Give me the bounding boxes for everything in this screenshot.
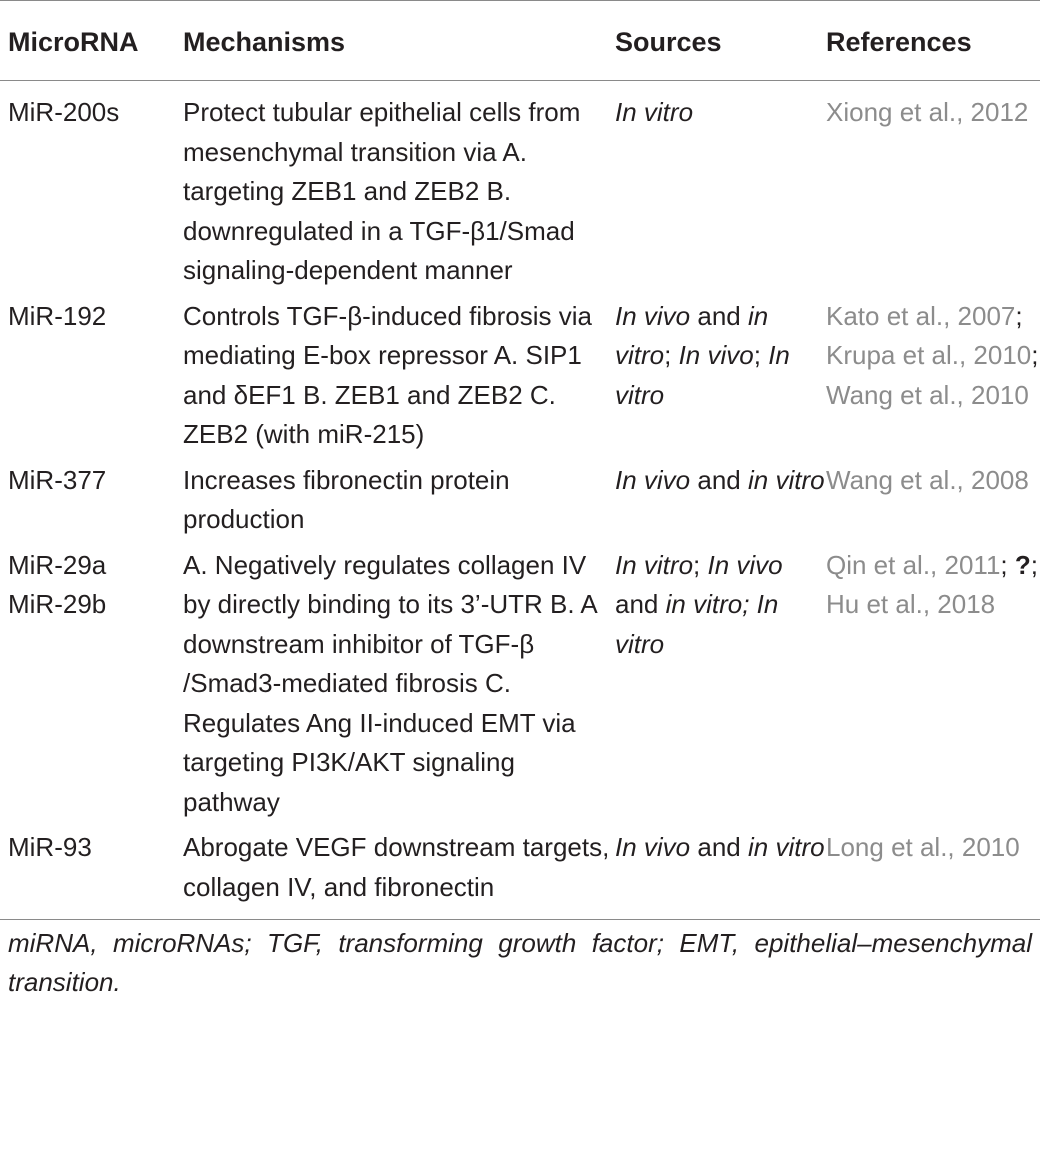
cell-sources — [615, 297, 826, 461]
table-footnote: miRNA, microRNAs; TGF, transforming growth factor; EMT, epithelial–mesenchymal transition. — [0, 919, 1040, 1002]
cell-microrna: MiR-192 — [8, 300, 107, 331]
microrna-name: MiR-29a — [8, 549, 107, 580]
microrna-name: MiR-29b — [8, 589, 107, 619]
reference-separator: ; — [1015, 300, 1023, 331]
table-row — [0, 828, 1040, 919]
source-text: in vitro — [615, 300, 769, 370]
source-text: In vitro — [615, 340, 790, 410]
source-text: In vivo — [707, 549, 783, 580]
source-text: In vitro — [615, 549, 694, 580]
reference-link[interactable]: Xiong et al., 2012 — [826, 97, 1029, 127]
source-text: in vitro — [747, 464, 825, 495]
source-text: in vitro; In vitro — [615, 589, 779, 659]
reference-link[interactable]: Hu et al., 2018 — [826, 589, 996, 619]
cell-mechanism: Controls TGF-β-induced fibrosis via mediating E-box repressor A. SIP1 and δEF1 B. ZEB1 and ZEB2 C. ZEB2 (with miR-215) — [183, 300, 592, 449]
source-separator: ; — [693, 549, 708, 580]
source-text: In vivo — [615, 832, 691, 862]
cell-mechanism: Protect tubular epithelial cells from mesenchymal transition via A. targeting ZEB1 and ZEB2 B. downregulated in a TGF-β1/Smad signaling-dependent manner — [183, 97, 581, 285]
cell-references — [826, 461, 1040, 546]
source-separator: and — [690, 832, 748, 862]
cell-references — [826, 546, 1040, 829]
source-separator: ; — [664, 340, 679, 370]
cell-sources — [615, 81, 826, 297]
header-microrna: MicroRNA — [0, 1, 183, 81]
table-row — [0, 81, 1040, 297]
cell-sources — [615, 828, 826, 919]
reference-separator: ; — [1031, 340, 1039, 370]
source-separator: and — [690, 464, 748, 495]
reference-link[interactable]: Wang et al., 2008 — [826, 464, 1029, 495]
cell-microrna — [0, 546, 183, 829]
table-row — [0, 546, 1040, 829]
cell-sources — [615, 461, 826, 546]
cell-microrna: MiR-377 — [8, 464, 107, 495]
cell-microrna: MiR-93 — [8, 832, 92, 862]
reference-separator: ; — [1030, 549, 1038, 580]
header-row — [0, 1, 1040, 81]
source-separator: and — [690, 300, 748, 331]
cell-references — [826, 297, 1040, 461]
missing-reference-mark: ? — [1014, 549, 1031, 580]
source-text: In vivo — [615, 300, 691, 331]
source-separator: ; — [753, 340, 769, 370]
source-text: in vitro — [747, 832, 825, 862]
cell-references — [826, 828, 1040, 919]
cell-sources — [615, 546, 826, 829]
cell-mechanism: A. Negatively regulates collagen IV by directly binding to its 3’-UTR B. A downstream inhibitor of TGF-β /Smad3-mediated fibrosis C. Regulates Ang II-induced EMT via targeting PI3K/AKT signaling pathway — [183, 549, 597, 817]
source-text: In vitro — [615, 97, 694, 127]
source-separator: and — [615, 589, 666, 619]
reference-link[interactable]: Qin et al., 2011 — [826, 549, 1001, 580]
table-row — [0, 297, 1040, 461]
header-mechanisms: Mechanisms — [183, 1, 615, 81]
table-row — [0, 461, 1040, 546]
header-references: References — [826, 1, 1040, 81]
reference-link[interactable]: Kato et al., 2007 — [826, 300, 1016, 331]
cell-mechanism: Abrogate VEGF downstream targets, collagen IV, and fibronectin — [183, 832, 610, 902]
source-text: In vivo — [678, 340, 754, 370]
cell-microrna: MiR-200s — [8, 97, 120, 127]
cell-references — [826, 81, 1040, 297]
reference-separator: ; — [1000, 549, 1015, 580]
header-sources: Sources — [615, 1, 826, 81]
reference-link[interactable]: Wang et al., 2010 — [826, 379, 1029, 410]
source-text: In vivo — [615, 464, 691, 495]
cell-mechanism: Increases fibronectin protein production — [183, 464, 510, 534]
reference-link[interactable]: Long et al., 2010 — [826, 832, 1020, 862]
reference-link[interactable]: Krupa et al., 2010 — [826, 340, 1032, 370]
